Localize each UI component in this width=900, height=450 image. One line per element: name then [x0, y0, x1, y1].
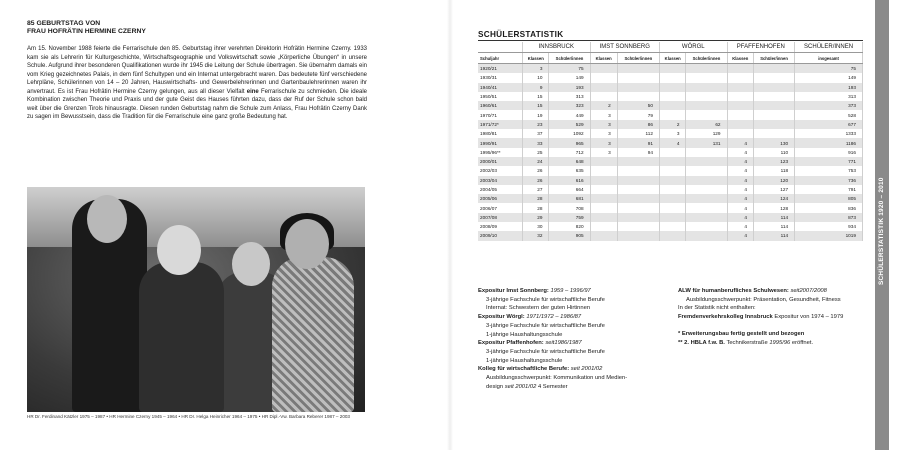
table-cell — [590, 166, 617, 175]
table-cell: 91 — [617, 138, 659, 147]
table-cell — [617, 73, 659, 82]
table-cell: 149 — [795, 73, 863, 82]
table-cell — [686, 213, 727, 222]
school-year-cell: 2006/07 — [478, 203, 523, 212]
table-cell: 771 — [795, 157, 863, 166]
school-year-cell: 2000/01 — [478, 157, 523, 166]
table-cell — [590, 203, 617, 212]
table-cell: 24 — [523, 157, 549, 166]
table-cell — [727, 92, 753, 101]
table-cell — [617, 194, 659, 203]
table-row — [478, 64, 863, 74]
table-cell — [659, 176, 685, 185]
sub-header: insgesamt — [795, 53, 863, 64]
table-cell: 965 — [549, 138, 590, 147]
table-cell: 10 — [523, 73, 549, 82]
table-row — [478, 203, 863, 212]
table-cell — [617, 92, 659, 101]
table-cell: 32 — [523, 231, 549, 240]
group-photo — [27, 187, 365, 412]
school-year-cell: 1960/61 — [478, 101, 523, 110]
note-label: Expositur Wörgl: — [478, 314, 525, 321]
table-cell: 528 — [795, 110, 863, 119]
alw-detail: Ausbildungsschwerpunkt: Präsentation, Gesundheit, Fitness — [686, 296, 841, 303]
school-year-cell: 1995/96** — [478, 148, 523, 157]
table-cell: 3 — [590, 110, 617, 119]
table-cell — [686, 83, 727, 92]
table-cell — [727, 120, 753, 129]
sub-header: Klassen — [523, 53, 549, 64]
table-cell — [754, 73, 795, 82]
sub-header: Schüler/innen — [549, 53, 590, 64]
table-cell — [617, 222, 659, 231]
table-cell: 664 — [549, 185, 590, 194]
group-header-innsbruck: INNSBRUCK — [523, 42, 591, 53]
note-heading — [478, 365, 678, 374]
group-header-pfaffenhofen: PFAFFENHOFEN — [727, 42, 795, 53]
table-cell: 4 — [659, 138, 685, 147]
table-cell: 759 — [549, 213, 590, 222]
heading-line-2: FRAU HOFRÄTIN HERMINE CZERNY — [27, 28, 146, 35]
sub-header: Schüler/innen — [754, 53, 795, 64]
table-cell — [617, 166, 659, 175]
school-year-cell: 1990/91 — [478, 138, 523, 147]
table-cell — [727, 110, 753, 119]
table-cell — [754, 129, 795, 138]
sidebar-title-text: SCHÜLERSTATISTIK 1920 – 2010 — [878, 177, 885, 285]
table-cell: 94 — [617, 148, 659, 157]
table-cell — [686, 148, 727, 157]
table-cell: 30 — [523, 222, 549, 231]
table-cell — [659, 64, 685, 74]
table-cell: 50 — [617, 101, 659, 110]
table-cell: 3 — [590, 129, 617, 138]
heading-line-1: 85 GEBURTSTAG VON — [27, 20, 101, 27]
table-cell: 33 — [523, 138, 549, 147]
note-detail-part: seit 2001/02 — [504, 383, 537, 390]
not-included: In der Statistik nicht enthalten: — [678, 305, 756, 312]
table-cell — [754, 120, 795, 129]
table-cell: 9 — [523, 83, 549, 92]
school-year-cell: 2008/09 — [478, 222, 523, 231]
note-detail: 3-jährige Fachschule für wirtschaftliche Berufe — [486, 296, 605, 303]
table-cell: 124 — [754, 194, 795, 203]
body-part-1: Am 15. November 1988 feierte die Ferrarischule den 85. Geburtstag ihrer verehrten Direktorin Hofrätin Hermine Czerny. 1933 kam sie als Lehrerin für Kulturgeschichte, Wirtschaftsgeographie und Volkswirtschaft sowie „Körperliche Übungen“ in unsere Schule. Aufgrund ihrer besonderen Qualifikationen wurde ihr 1945 die Leitung der Schule übertragen. Sie übernahm damals ein vom Krieg gezeichnetes Palais, in dem fünf Schultypen und ein Internat untergebracht waren. Das bedeutete fünf verschiedene Lehrpläne, Schülerinnen von 14 – 20 Jahren, Hauswirtschafts- und Gewerbelehrerinnen und Gartenbaulehrerinnen waren ihr anvertraut. Es ist Frau Hofrätin Hermine Czerny gelungen, aus all dieser Vielfalt — [27, 46, 367, 95]
note-value: 1971/1972 – 1986/87 — [526, 314, 582, 321]
table-cell — [727, 73, 753, 82]
table-row — [478, 129, 863, 138]
table-cell: 4 — [727, 203, 753, 212]
table-cell — [686, 194, 727, 203]
table-cell: 86 — [617, 120, 659, 129]
table-cell: 193 — [549, 83, 590, 92]
table-cell — [659, 203, 685, 212]
table-cell: 62 — [686, 120, 727, 129]
table-cell — [727, 101, 753, 110]
table-cell — [727, 129, 753, 138]
table-cell: 323 — [549, 101, 590, 110]
table-cell: 791 — [795, 185, 863, 194]
table-cell — [754, 92, 795, 101]
table-cell: 26 — [523, 166, 549, 175]
table-cell: 677 — [795, 120, 863, 129]
table-row — [478, 101, 863, 110]
table-cell — [686, 185, 727, 194]
table-cell: 75 — [795, 64, 863, 74]
note-detail: 3-jährige Fachschule für wirtschaftliche Berufe — [486, 348, 605, 355]
table-cell: 916 — [795, 148, 863, 157]
table-row — [478, 83, 863, 92]
table-cell — [686, 92, 727, 101]
footnote-1: * Erweiterungsbau fertig gestellt und bezogen — [678, 330, 805, 337]
table-cell — [617, 64, 659, 74]
note-label: Kolleg für wirtschaftliche Berufe: — [478, 366, 570, 373]
table-cell — [727, 83, 753, 92]
note-detail — [478, 383, 678, 392]
sub-header: Schüler/innen — [686, 53, 727, 64]
table-cell — [617, 157, 659, 166]
school-year-cell: 2002/03 — [478, 166, 523, 175]
table-cell: 635 — [549, 166, 590, 175]
table-cell — [590, 83, 617, 92]
school-year-cell: 1971/72* — [478, 120, 523, 129]
table-cell: 1186 — [795, 138, 863, 147]
book-gutter — [447, 0, 453, 450]
note-value: seit1986/1987 — [545, 340, 582, 347]
table-cell: 79 — [617, 110, 659, 119]
group-header-blank — [478, 42, 523, 53]
table-cell: 127 — [754, 185, 795, 194]
table-cell: 128 — [754, 203, 795, 212]
table-cell: 193 — [795, 83, 863, 92]
table-cell: 905 — [549, 231, 590, 240]
note-heading — [478, 339, 678, 348]
table-row — [478, 213, 863, 222]
table-cell: 4 — [727, 138, 753, 147]
table-cell: 120 — [754, 176, 795, 185]
table-cell — [659, 222, 685, 231]
table-cell: 110 — [754, 148, 795, 157]
table-cell: 112 — [617, 129, 659, 138]
footnote-2-end: eröffnet. — [791, 339, 814, 346]
group-header-woergl: WÖRGL — [659, 42, 727, 53]
table-cell — [686, 203, 727, 212]
table-cell — [754, 64, 795, 74]
note-value: seit 2001/02 — [570, 366, 603, 373]
table-cell: 4 — [727, 148, 753, 157]
table-cell: 616 — [549, 176, 590, 185]
note-heading — [478, 287, 678, 296]
footnote-2-year: 1995/96 — [769, 339, 791, 346]
table-row — [478, 92, 863, 101]
note-detail: 1-jährige Haushaltungsschule — [486, 357, 563, 364]
table-cell — [754, 101, 795, 110]
table-cell — [590, 213, 617, 222]
table-cell: 19 — [523, 110, 549, 119]
table-cell: 25 — [523, 148, 549, 157]
table-cell: 2 — [659, 120, 685, 129]
table-row — [478, 176, 863, 185]
table-cell: 75 — [549, 64, 590, 74]
table-cell: 873 — [795, 213, 863, 222]
school-year-cell: 1930/31 — [478, 73, 523, 82]
table-cell — [617, 231, 659, 240]
table-cell — [686, 166, 727, 175]
table-cell — [686, 73, 727, 82]
table-cell: 1019 — [795, 231, 863, 240]
note-detail-part: 4 Semester — [537, 383, 568, 390]
table-cell: 3 — [590, 138, 617, 147]
table-row — [478, 185, 863, 194]
table-cell: 1333 — [795, 129, 863, 138]
table-cell: 820 — [549, 222, 590, 231]
table-cell: 4 — [727, 176, 753, 185]
article-heading — [27, 20, 146, 36]
sub-header: Klassen — [727, 53, 753, 64]
table-row — [478, 231, 863, 240]
table-cell — [686, 110, 727, 119]
table-row — [478, 73, 863, 82]
table-cell: 681 — [549, 194, 590, 203]
alw-label: ALW für humanberufliches Schulwesen: — [678, 288, 789, 294]
note-detail-part: design — [486, 383, 504, 390]
table-cell: 648 — [549, 157, 590, 166]
table-cell: 805 — [795, 194, 863, 203]
table-cell — [590, 157, 617, 166]
table-cell: 3 — [659, 129, 685, 138]
photo-caption: HR Dr. Ferdinand Kätzler 1975 – 1987 • HR Hermine Czerny 1945 – 1964 • HR Dr. Helga Heinricher 1964 – 1975 • HR Dipl.-Vw. Barbara Reberer 1987 – 2003 — [27, 414, 350, 419]
table-cell — [659, 231, 685, 240]
sub-header: Schuljahr — [478, 53, 523, 64]
table-cell: 130 — [754, 138, 795, 147]
table-cell: 736 — [795, 176, 863, 185]
table-row — [478, 120, 863, 129]
footnote-2-bold: ** 2. HBLA f.w. B. — [678, 339, 725, 346]
table-cell — [659, 185, 685, 194]
table-cell: 15 — [523, 92, 549, 101]
table-cell: 313 — [549, 92, 590, 101]
note-label: Expositur Imst Sonnberg: — [478, 288, 549, 294]
table-cell: 3 — [523, 64, 549, 74]
table-cell: 114 — [754, 213, 795, 222]
group-header-total: SCHÜLER/INNEN — [795, 42, 863, 53]
table-cell — [617, 213, 659, 222]
table-cell — [659, 73, 685, 82]
kolleg-value: Expositur von 1974 – 1979 — [774, 314, 844, 321]
table-cell — [659, 194, 685, 203]
table-cell: 4 — [727, 185, 753, 194]
note-detail: Ausbildungsschwerpunkt: Kommunikation und Medien- — [486, 375, 628, 382]
table-row — [478, 222, 863, 231]
table-cell — [590, 64, 617, 74]
note-detail: Internat: Schwestern der guten Hirtinnen — [486, 305, 591, 312]
table-cell: 114 — [754, 222, 795, 231]
table-cell: 1092 — [549, 129, 590, 138]
table-row — [478, 194, 863, 203]
table-cell — [686, 157, 727, 166]
table-cell — [590, 194, 617, 203]
table-cell: 3 — [590, 120, 617, 129]
table-cell — [617, 185, 659, 194]
table-cell: 15 — [523, 101, 549, 110]
table-cell — [686, 222, 727, 231]
table-cell — [659, 148, 685, 157]
table-cell — [686, 176, 727, 185]
table-cell — [659, 83, 685, 92]
table-row — [478, 138, 863, 147]
table-cell: 114 — [754, 231, 795, 240]
table-cell — [754, 83, 795, 92]
school-year-cell: 1920/21 — [478, 64, 523, 74]
table-cell: 2 — [590, 101, 617, 110]
school-year-cell: 2007/08 — [478, 213, 523, 222]
body-emphasis: eine — [246, 88, 259, 95]
student-statistics-table — [478, 42, 863, 241]
table-cell — [617, 203, 659, 212]
table-title: SCHÜLERSTATISTIK — [478, 30, 564, 39]
table-cell: 27 — [523, 185, 549, 194]
table-cell — [590, 222, 617, 231]
footnote-2-rest: Technikerstraße — [726, 339, 768, 346]
table-cell — [590, 185, 617, 194]
table-cell — [617, 176, 659, 185]
alw-value: seit2007/2008 — [790, 288, 827, 294]
table-cell — [659, 166, 685, 175]
table-cell — [659, 157, 685, 166]
table-cell: 4 — [727, 222, 753, 231]
table-row — [478, 148, 863, 157]
table-cell — [659, 213, 685, 222]
table-cell: 3 — [590, 148, 617, 157]
table-cell: 118 — [754, 166, 795, 175]
table-cell — [617, 83, 659, 92]
table-cell: 28 — [523, 203, 549, 212]
sub-header: Klassen — [659, 53, 685, 64]
table-cell: 708 — [549, 203, 590, 212]
table-cell — [590, 73, 617, 82]
table-body — [478, 64, 863, 241]
table-cell: 934 — [795, 222, 863, 231]
sub-header: Klassen — [590, 53, 617, 64]
table-cell — [590, 176, 617, 185]
note-value: 1959 – 1996/97 — [550, 288, 591, 294]
table-cell — [686, 101, 727, 110]
table-cell: 529 — [549, 120, 590, 129]
table-cell: 4 — [727, 231, 753, 240]
table-cell: 753 — [795, 166, 863, 175]
school-year-cell: 2009/10 — [478, 231, 523, 240]
notes-right — [678, 287, 868, 347]
table-cell: 373 — [795, 101, 863, 110]
note-heading — [478, 313, 678, 322]
table-cell: 449 — [549, 110, 590, 119]
table-cell — [590, 231, 617, 240]
table-cell: 4 — [727, 166, 753, 175]
sub-header: Schüler/innen — [617, 53, 659, 64]
school-year-cell: 2005/06 — [478, 194, 523, 203]
table-cell: 129 — [686, 129, 727, 138]
table-cell: 4 — [727, 194, 753, 203]
table-cell: 836 — [795, 203, 863, 212]
table-row — [478, 166, 863, 175]
table-cell: 23 — [523, 120, 549, 129]
school-year-cell: 1950/51 — [478, 92, 523, 101]
article-body — [27, 45, 367, 122]
note-detail: 1-jährige Haushaltungsschule — [486, 331, 563, 338]
table-cell: 149 — [549, 73, 590, 82]
chapter-sidebar-title — [876, 165, 888, 285]
note-detail: 3-jährige Fachschule für wirtschaftliche Berufe — [486, 322, 605, 329]
table-cell — [727, 64, 753, 74]
table-cell: 131 — [686, 138, 727, 147]
table-cell — [590, 92, 617, 101]
table-row — [478, 157, 863, 166]
notes-left — [478, 287, 678, 391]
table-row — [478, 110, 863, 119]
table-cell: 37 — [523, 129, 549, 138]
table-cell — [686, 64, 727, 74]
table-cell: 26 — [523, 176, 549, 185]
table-cell — [659, 92, 685, 101]
body-part-2: Ferrarischule zu schmieden. Die ideale Kombination zwischen Theorie und Praxis und der gute Geist des Hauses führten dazu, dass der Ruf der Schule schon bald weit über die Grenzen Tirols hinausragte. Diesen runden Geburtstag nahm die Schule zum Anlass, Frau Hofrätin Czerny Dank zu sagen im Bewusstsein, dass die Tradition für die Ferrarischule eine ganz große Bedeutung hat. — [27, 88, 367, 120]
school-year-cell: 2004/05 — [478, 185, 523, 194]
kolleg-label: Fremdenverkehrskolleg Innsbruck — [678, 314, 773, 321]
school-year-cell: 1970/71 — [478, 110, 523, 119]
table-cell: 712 — [549, 148, 590, 157]
note-label: Expositur Pfaffenhofen: — [478, 340, 544, 347]
table-cell — [659, 110, 685, 119]
school-year-cell: 1980/81 — [478, 129, 523, 138]
table-cell — [659, 101, 685, 110]
table-cell: 123 — [754, 157, 795, 166]
title-rule — [478, 40, 863, 41]
group-header-imst: IMST SONNBERG — [590, 42, 659, 53]
table-cell — [686, 231, 727, 240]
table-cell — [754, 110, 795, 119]
table-cell: 29 — [523, 213, 549, 222]
table-cell: 313 — [795, 92, 863, 101]
school-year-cell: 1940/41 — [478, 83, 523, 92]
school-year-cell: 2003/04 — [478, 176, 523, 185]
table-cell: 4 — [727, 213, 753, 222]
table-cell: 4 — [727, 157, 753, 166]
table-cell: 28 — [523, 194, 549, 203]
